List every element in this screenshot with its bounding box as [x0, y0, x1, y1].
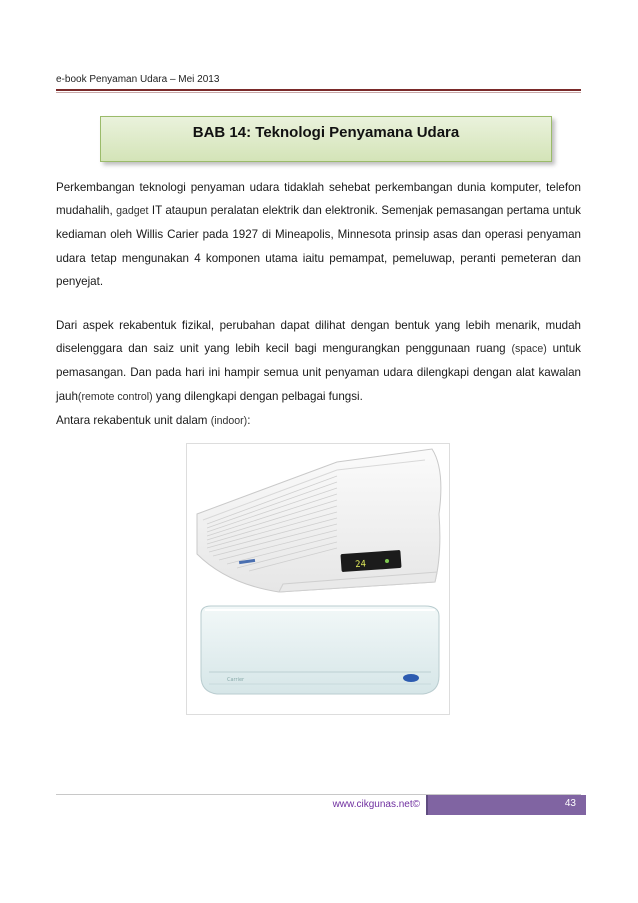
paragraph-2-text-b: untuk pemasangan. Dan pada hari ini hampir semua unit penyaman udara dilengkapi dengan alat kawalan jauh: [56, 342, 581, 403]
brand-label: Carrier: [227, 677, 245, 683]
air-conditioner-illustration: [187, 444, 449, 714]
page-number: 43: [564, 798, 576, 809]
paragraph-2-text-e: :: [247, 413, 251, 427]
display-readout: 24: [354, 559, 367, 571]
paragraph-2: [56, 314, 581, 433]
term-remote-control: (remote control): [77, 390, 153, 403]
indoor-unit-photo: [186, 443, 450, 715]
page-header: e-book Penyaman Udara – Mei 2013: [56, 74, 220, 85]
paragraph-2-text-a: Dari aspek rekabentuk fizikal, perubahan dapat dilihat dengan bentuk yang lebih menarik, mudah diselenggara dan saiz unit yang lebih kecil bagi mengurangkan penggunaan ruang: [56, 319, 581, 356]
term-indoor: (indoor): [210, 414, 248, 427]
term-gadget: gadget: [116, 205, 149, 218]
chapter-title-box: [100, 116, 552, 162]
chapter-title: BAB 14: Teknologi Penyamana Udara: [192, 123, 460, 141]
term-space: (space): [511, 343, 547, 356]
paragraph-2-text-c: yang dilengkapi dengan pelbagai fungsi.: [152, 389, 363, 403]
page-number-bar: [426, 795, 586, 815]
header-rule: [56, 89, 581, 94]
paragraph-1-text-b: IT ataupun peralatan elektrik dan elektronik. Semenjak pemasangan pertama untuk kediaman oleh Willis Carier pada 1927 di Mineapolis, Minnesota prinsip asas dan operasi penyaman udara tetap mengunakan 4 komponen utama iaitu pemampat, pemeluwap, peranti pemeteran dan penyejat.: [56, 204, 581, 288]
paragraph-1-text-a: Perkembangan teknologi penyaman udara tidaklah sehebat perkembangan dunia komputer, telefon mudahalih,: [56, 181, 581, 218]
paragraph-1: [56, 176, 581, 293]
paragraph-2-text-d: Antara rekabentuk unit dalam: [56, 413, 211, 427]
footer-website[interactable]: www.cikgunas.net©: [332, 799, 420, 810]
